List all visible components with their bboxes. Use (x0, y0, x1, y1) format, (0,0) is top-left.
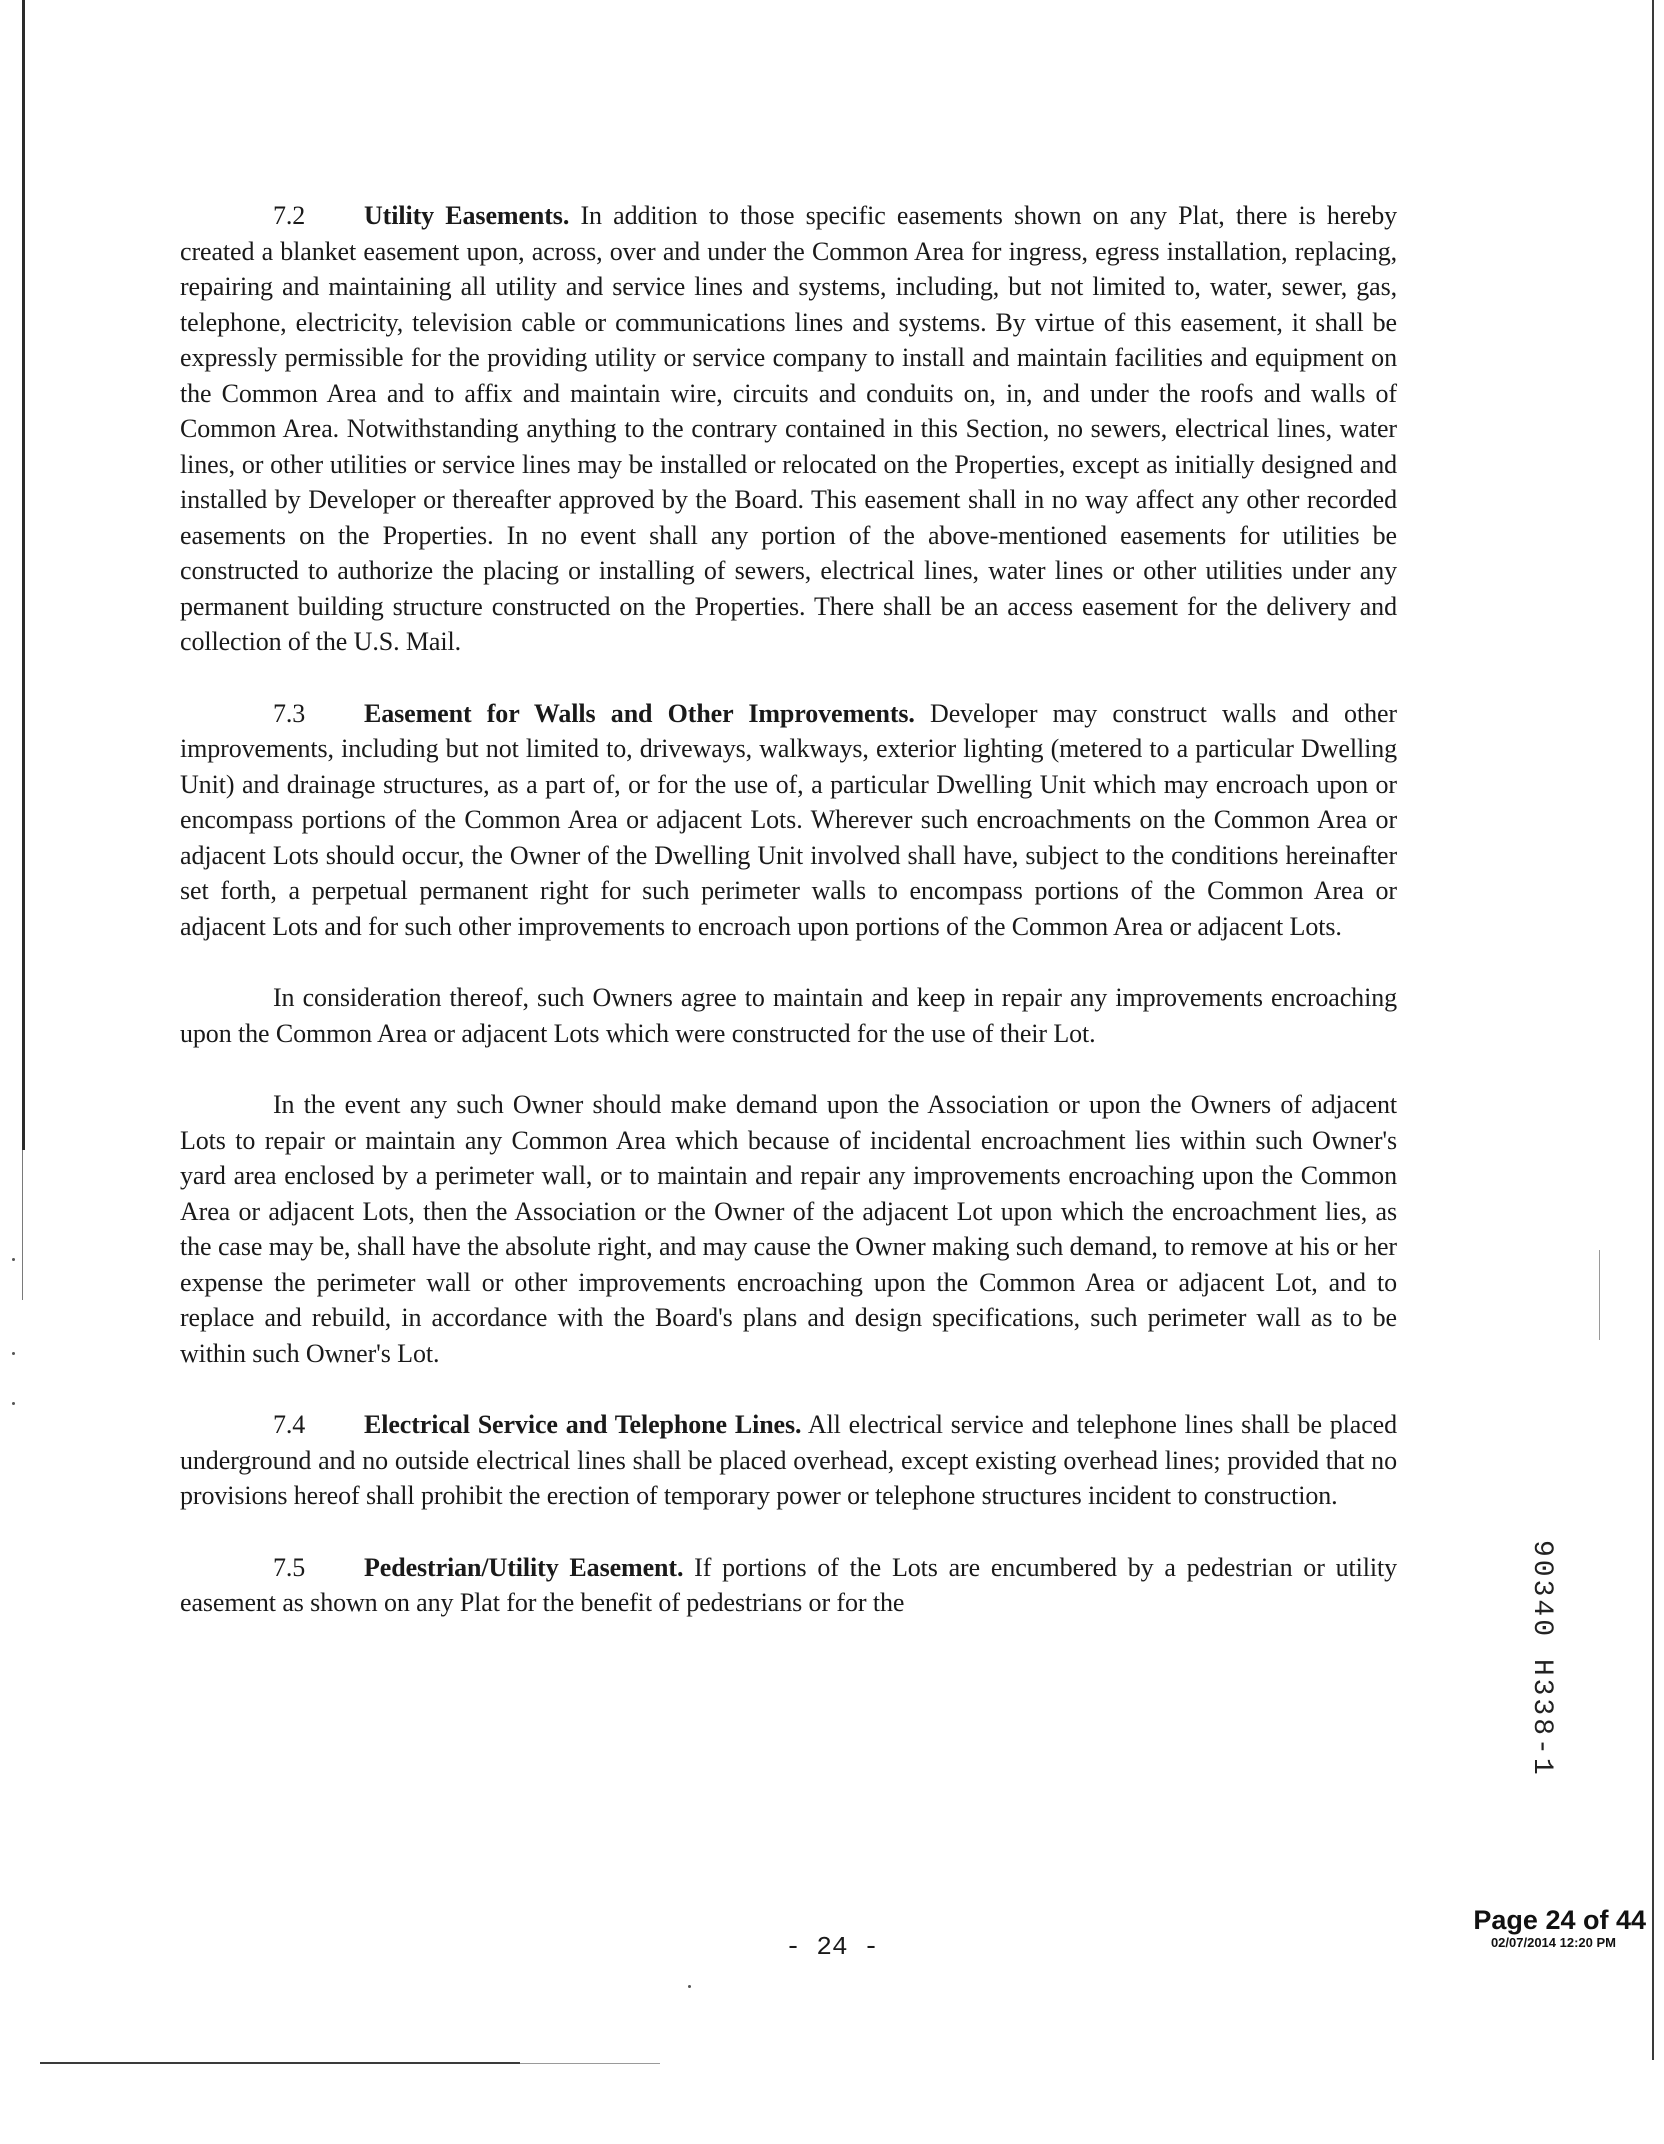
document-body (180, 198, 1397, 1657)
section-7-2 (180, 198, 1397, 660)
scan-edge-right-faint (1599, 1250, 1600, 1340)
scan-speck (12, 1402, 15, 1405)
section-heading: Easement for Walls and Other Improvements. (364, 698, 915, 728)
section-7-3 (180, 696, 1397, 945)
paragraph-text: In consideration thereof, such Owners agree to maintain and keep in repair any improvements encroaching upon the Common Area or adjacent Lots which were constructed for the use of their Lot. (180, 983, 1397, 1048)
section-text: All electrical service and telephone lines shall be placed underground and no outside electrical lines shall be placed overhead, except existing overhead lines; provided that no provisions hereof shall prohibit the erection of temporary power or telephone structures incident to construction. (180, 1410, 1397, 1510)
section-number: 7.4 (273, 1410, 306, 1439)
scan-edge-left (22, 0, 25, 1150)
scan-speck (12, 1258, 15, 1261)
scan-bottom-rule (40, 2062, 520, 2064)
section-heading: Pedestrian/Utility Easement. (364, 1552, 684, 1582)
section-number: 7.2 (273, 201, 306, 230)
scan-bottom-rule-faint (520, 2063, 660, 2064)
section-number: 7.3 (273, 698, 306, 728)
scan-edge-left-faint (22, 1150, 23, 1300)
stamp-page-label: Page 24 of 44 (1473, 1905, 1646, 1935)
scan-edge-right (1652, 0, 1654, 2060)
recording-stamp (1473, 1905, 1646, 1951)
page-number: - 24 - (785, 1932, 879, 1962)
stamp-datetime: 02/07/2014 12:20 PM (1490, 1935, 1616, 1950)
section-heading: Utility Easements. (364, 201, 570, 230)
scan-speck (688, 1985, 691, 1988)
recording-side-code: 90340 H338-1 (1526, 1540, 1557, 1778)
section-text: If portions of the Lots are encumbered by a pedestrian or utility easement as shown on any Plat for the benefit of pedestrians or for the (180, 1552, 1397, 1617)
paragraph-text: In the event any such Owner should make demand upon the Association or upon the Owners of adjacent Lots to repair or maintain any Common Area which because of incidental encroachment lies within such Owner's yard area enclosed by a perimeter wall, or to maintain and repair any improvements encroaching upon the Common Area or adjacent Lots, then the Association or the Owner of the adjacent Lot upon which the encroachment lies, as the case may be, shall have the absolute right, and may cause the Owner making such demand, to remove at his or her expense the perimeter wall or other improvements encroaching upon the Common Area or adjacent Lot, and to replace and rebuild, in accordance with the Board's plans and design specifications, such perimeter wall as to be within such Owner's Lot. (180, 1090, 1397, 1368)
section-number: 7.5 (273, 1552, 306, 1582)
scan-speck (12, 1352, 15, 1355)
section-7-4 (180, 1407, 1397, 1514)
section-text: In addition to those specific easements shown on any Plat, there is hereby created a blanket easement upon, across, over and under the Common Area for ingress, egress installation, replacing, repairing and maintaining all utility and service lines and systems, including, but not limited to, water, sewer, gas, telephone, electricity, television cable or communications lines and systems. By virtue of this easement, it shall be expressly permissible for the providing utility or service company to install and maintain facilities and equipment on the Common Area and to affix and maintain wire, circuits and conduits on, in, and under the roofs and walls of Common Area. Notwithstanding anything to the contrary contained in this Section, no sewers, electrical lines, water lines, or other utilities or service lines may be installed or relocated on the Properties, except as initially designed and installed by Developer or thereafter approved by the Board. This easement shall in no way affect any other recorded easements on the Properties. In no event shall any portion of the above-mentioned easements for utilities be constructed to authorize the placing or installing of sewers, electrical lines, water lines or other utilities under any permanent building structure constructed on the Properties. There shall be an access easement for the delivery and collection of the U.S. Mail. (180, 201, 1397, 656)
section-7-5 (180, 1550, 1397, 1621)
section-heading: Electrical Service and Telephone Lines. (364, 1410, 802, 1439)
paragraph-owner-demand (180, 1087, 1397, 1371)
paragraph-consideration (180, 980, 1397, 1051)
section-text: Developer may construct walls and other improvements, including but not limited to, driveways, walkways, exterior lighting (metered to a particular Dwelling Unit) and drainage structures, as a part of, or for the use of, a particular Dwelling Unit which may encroach upon or encompass portions of the Common Area or adjacent Lots. Wherever such encroachments on the Common Area or adjacent Lots should occur, the Owner of the Dwelling Unit involved shall have, subject to the conditions hereinafter set forth, a perpetual permanent right for such perimeter walls to encompass portions of the Common Area or adjacent Lots and for such other improvements to encroach upon portions of the Common Area or adjacent Lots. (180, 698, 1397, 941)
